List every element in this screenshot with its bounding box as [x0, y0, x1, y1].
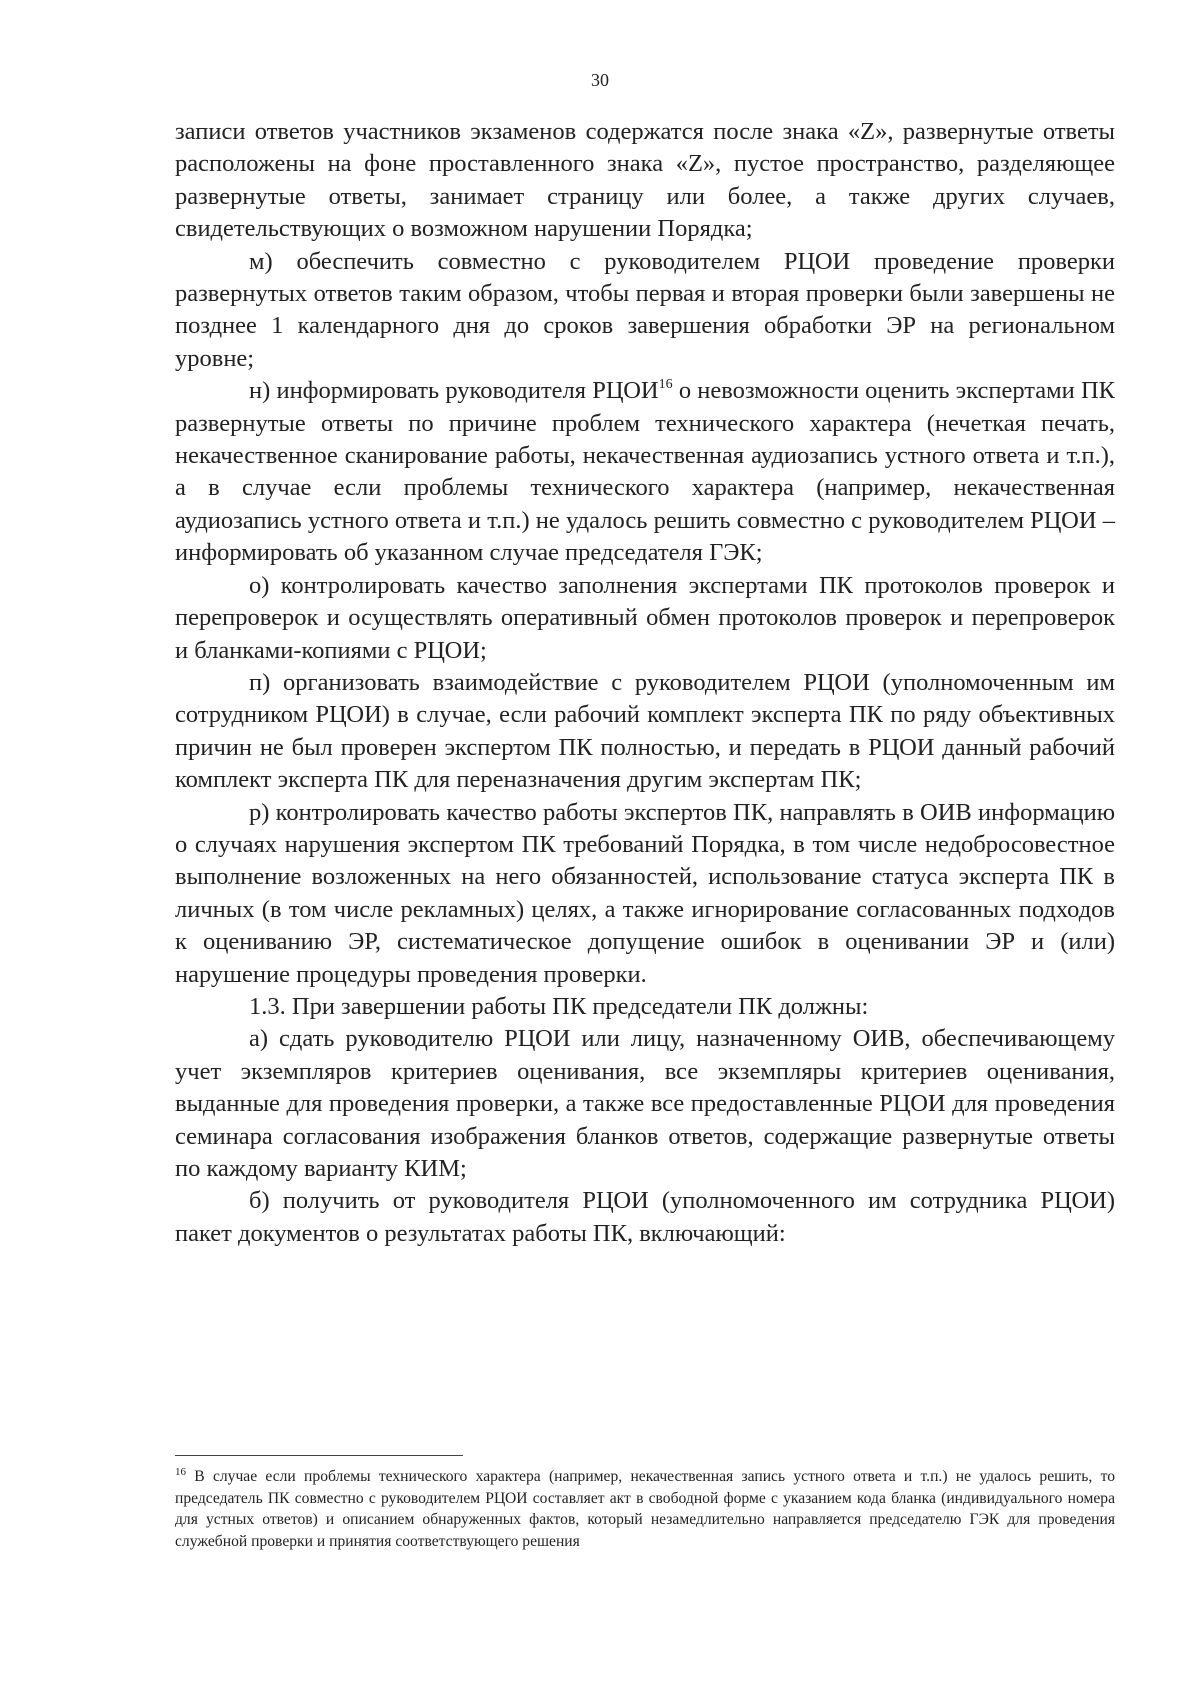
- footnote-separator: [175, 1455, 463, 1456]
- footnote-marker: 16: [175, 1466, 186, 1478]
- footnote-text: В случае если проблемы технического характера (например, некачественная запись устного ответа и т.п.) не удалось решить, то председатель ПК совместно с руководителем РЦОИ составляет акт в свободной форме с указанием кода бланка (индивидуального номера для устных ответов) и описанием обнаруженных фактов, который незамедлительно направляется председателю ГЭК для проведения служебной проверки и принятия соответствующего решения: [175, 1468, 1115, 1550]
- paragraph-item-o: о) контролировать качество заполнения экспертами ПК протоколов проверок и перепроверок и осуществлять оперативный обмен протоколов проверок и перепроверок и бланками-копиями с РЦОИ;: [175, 571, 1115, 664]
- main-text: [175, 116, 1115, 1250]
- footnote-reference[interactable]: 16: [658, 377, 673, 393]
- paragraph-item-n-text-after: о невозможности оценить экспертами ПК развернутые ответы по причине проблем технического характера (нечеткая печать, некачественное сканирование работы, некачественная аудиозапись устного ответа и т.п.), а в случае если проблемы технического характера (например, некачественная аудиозапись устного ответа и т.п.) не удалось решить совместно с руководителем РЦОИ – информировать об указанном случае председателя ГЭК;: [175, 377, 1115, 567]
- page-number: 30: [591, 70, 609, 90]
- paragraph-item-r: р) контролировать качество работы экспертов ПК, направлять в ОИВ информацию о случаях нарушения экспертом ПК требований Порядка, в том числе недобросовестное выполнение возложенных на него обязанностей, использование статуса эксперта ПК в личных (в том числе рекламных) целях, а также игнорирование согласованных подходов к оцениванию ЭР, систематическое допущение ошибок в оценивании ЭР и (или) нарушение процедуры проведения проверки.: [175, 798, 1115, 988]
- paragraph-item-b: б) получить от руководителя РЦОИ (уполномоченного им сотрудника РЦОИ) пакет документов о результатах работы ПК, включающий:: [175, 1187, 1115, 1247]
- footnote: [175, 1466, 1115, 1552]
- paragraph-item-a: а) сдать руководителю РЦОИ или лицу, назначенному ОИВ, обеспечивающему учет экземпляров критериев оценивания, все экземпляры критериев оценивания, выданные для проведения проверки, а также все предоставленные РЦОИ для проведения семинара согласования изображения бланков ответов, содержащие развернутые ответы по каждому варианту КИМ;: [175, 1025, 1115, 1182]
- section-heading-1-3: 1.3. При завершении работы ПК председатели ПК должны:: [249, 992, 869, 1020]
- paragraph-item-n: [175, 375, 1115, 569]
- paragraph-item-m: м) обеспечить совместно с руководителем РЦОИ проведение проверки развернутых ответов таким образом, чтобы первая и вторая проверки были завершены не позднее 1 календарного дня до сроков завершения обработки ЭР на региональном уровне;: [175, 247, 1115, 372]
- paragraph-item-p: п) организовать взаимодействие с руководителем РЦОИ (уполномоченным им сотрудником РЦОИ) в случае, если рабочий комплект эксперта ПК по ряду объективных причин не был проверен экспертом ПК полностью, и передать в РЦОИ данный рабочий комплект эксперта ПК для переназначения другим экспертам ПК;: [175, 668, 1115, 794]
- paragraph-intro: записи ответов участников экзаменов содержатся после знака «Z», развернутые ответы расположены на фоне проставленного знака «Z», пустое пространство, разделяющее развернутые ответы, занимает страницу или более, а также других случаев, свидетельствующих о возможном нарушении Порядка;: [175, 118, 1115, 243]
- paragraph-item-n-text-before: н) информировать руководителя РЦОИ: [249, 377, 659, 405]
